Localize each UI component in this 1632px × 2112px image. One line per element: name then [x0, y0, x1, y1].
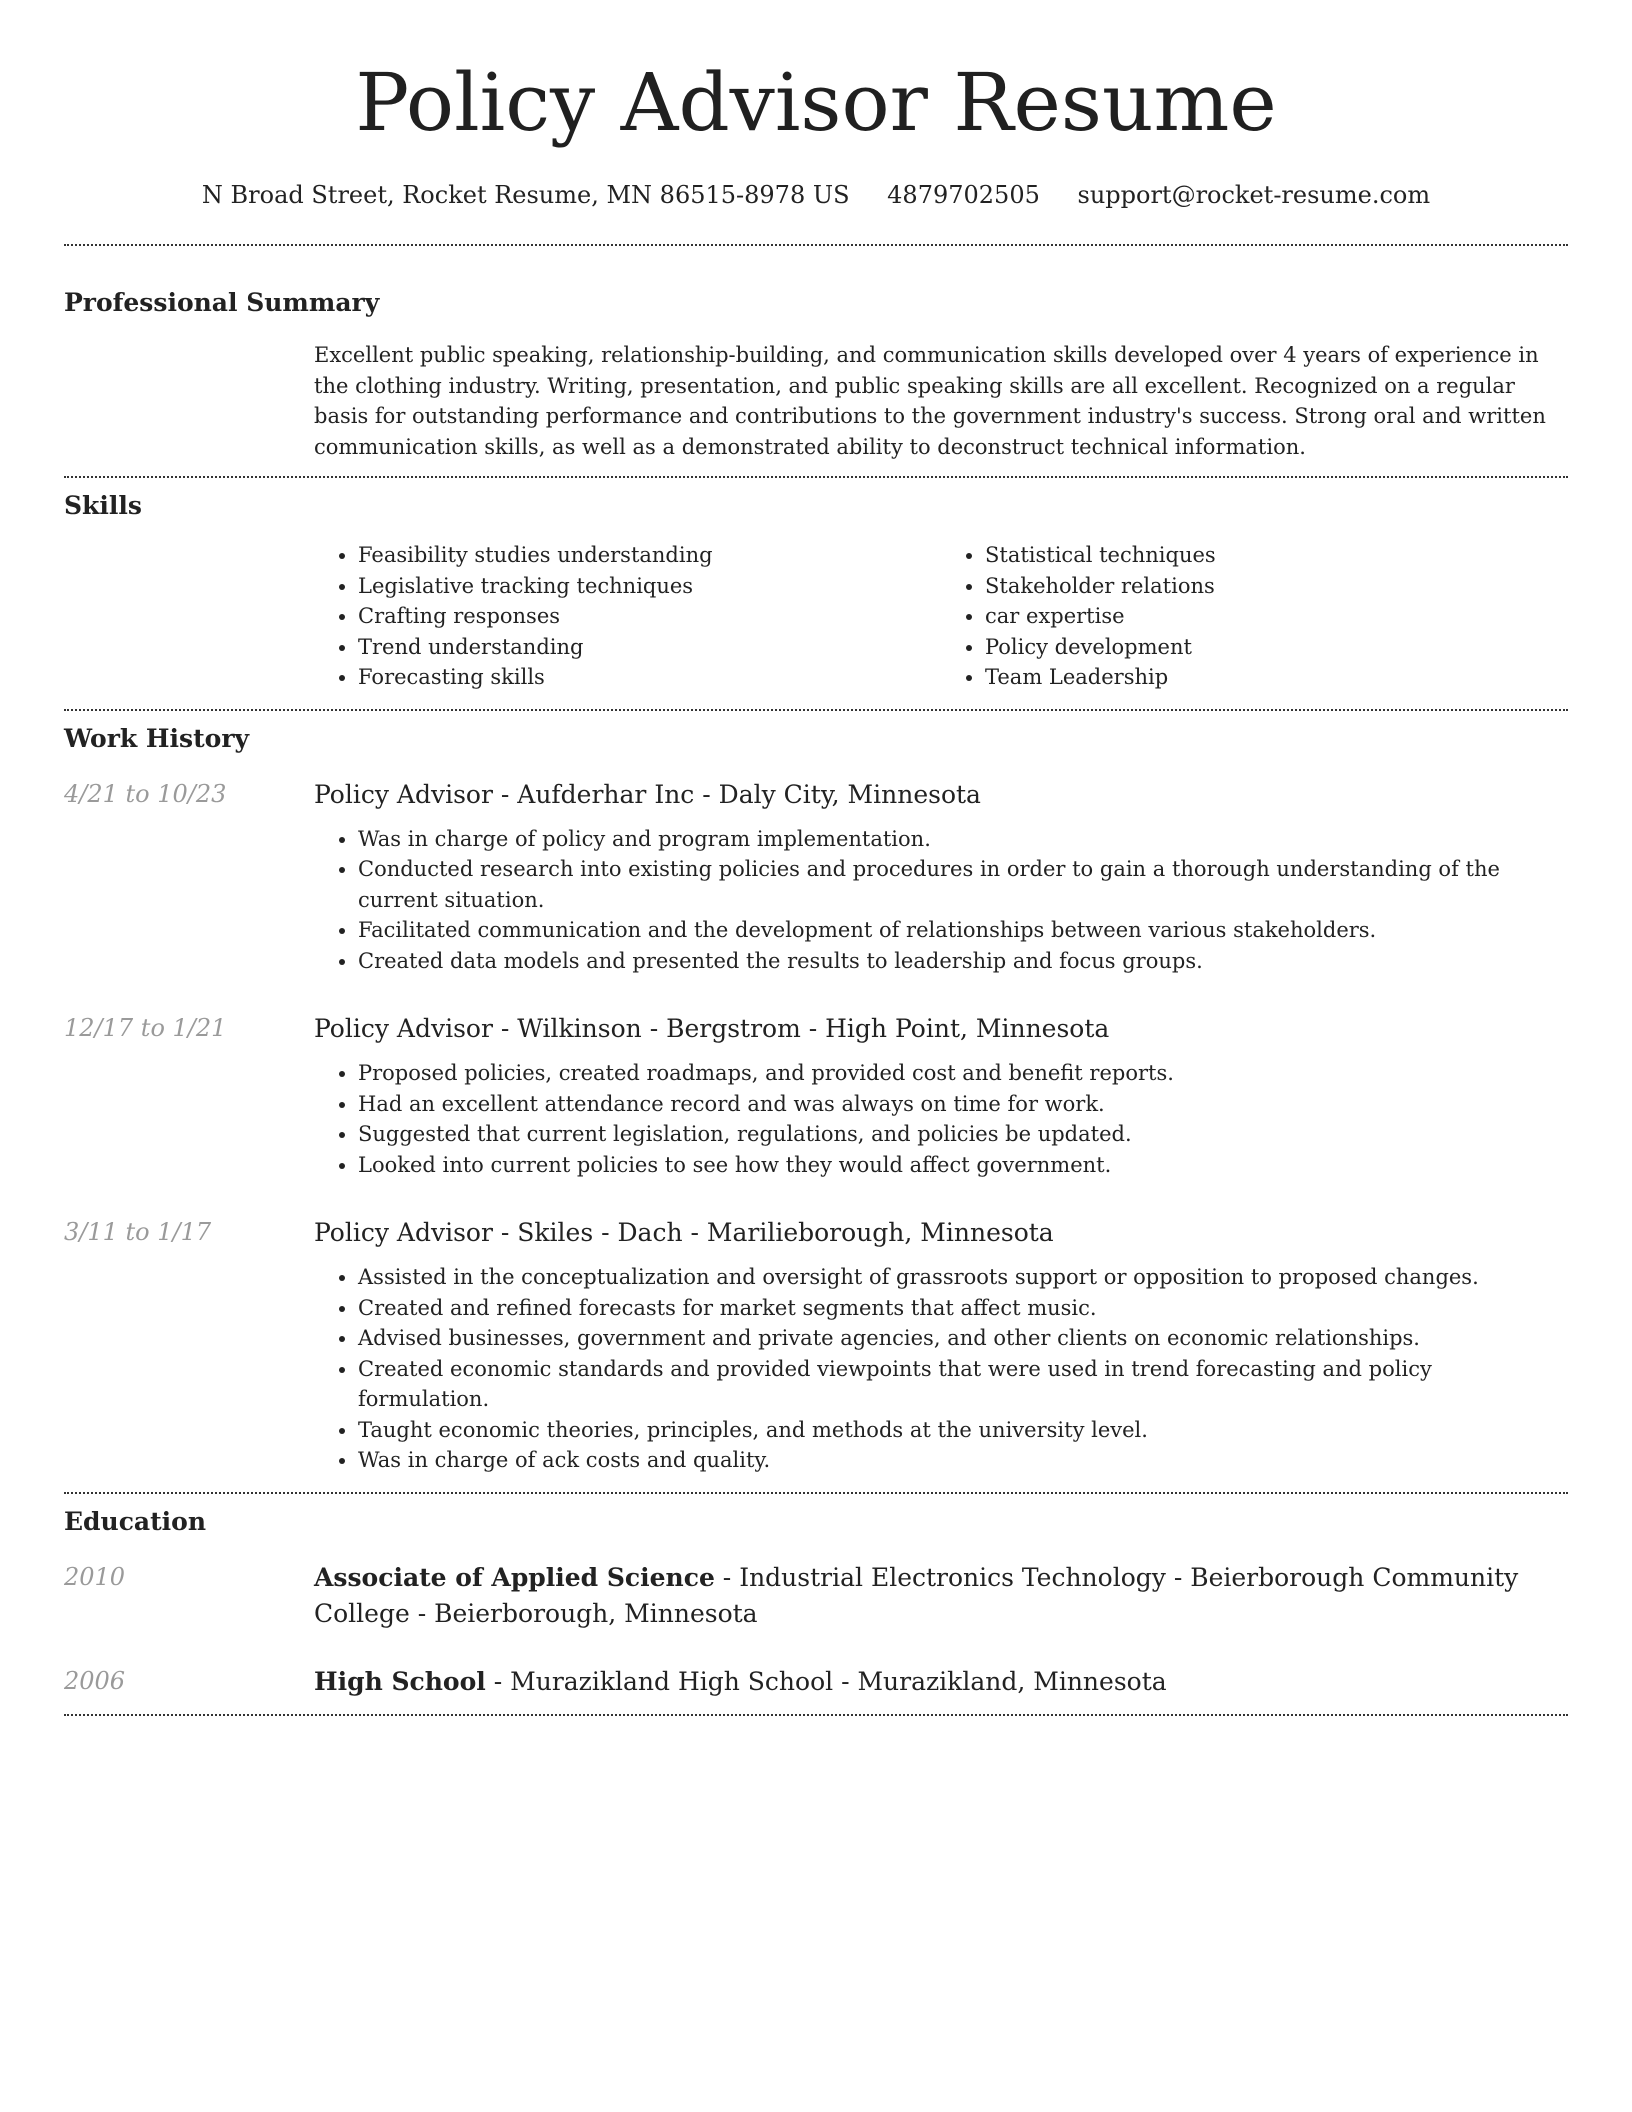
job-bullet: • Conducted research into existing policies and procedures in order to gain a thorough understanding of the current situation.: [358, 854, 1568, 915]
contact-line: [64, 178, 1568, 212]
job-entry: [64, 1215, 1568, 1476]
work-section: [64, 722, 1568, 1476]
skills-heading: Skills: [64, 491, 142, 520]
summary-heading: Professional Summary: [64, 288, 380, 317]
summary-section: [64, 286, 1568, 462]
skills-column-right: [941, 540, 1568, 693]
job-title: Policy Advisor - Aufderhar Inc - Daly City, Minnesota: [314, 779, 981, 809]
divider: [64, 244, 1568, 246]
skill-item: • Feasibility studies understanding: [358, 540, 941, 571]
page-title: Policy Advisor Resume: [355, 56, 1277, 149]
job-bullet: • Suggested that current legislation, regulations, and policies be updated.: [358, 1119, 1568, 1150]
job-entry: [64, 1011, 1568, 1180]
job-bullet: • Had an excellent attendance record and was always on time for work.: [358, 1089, 1568, 1120]
skill-item: • Statistical techniques: [985, 540, 1568, 571]
job-bullet: • Facilitated communication and the development of relationships between various stakeholders.: [358, 915, 1568, 946]
education-section: [64, 1505, 1568, 1700]
education-entry: [64, 1560, 1568, 1632]
divider: [64, 709, 1568, 711]
education-title: [314, 1664, 1568, 1700]
skill-item: • Stakeholder relations: [985, 571, 1568, 602]
skills-section: [64, 489, 1568, 693]
skill-item: • Forecasting skills: [358, 662, 941, 693]
skill-item: • car expertise: [985, 601, 1568, 632]
divider: [64, 476, 1568, 478]
education-details: - Industrial Electronics Technology - Beierborough Community College - Beierborough, Minnesota: [314, 1562, 1519, 1628]
job-bullet: • Created and refined forecasts for market segments that affect music.: [358, 1293, 1568, 1324]
job-bullet: • Taught economic theories, principles, and methods at the university level.: [358, 1415, 1568, 1446]
skill-item: • Trend understanding: [358, 632, 941, 663]
job-bullet: • Created economic standards and provided viewpoints that were used in trend forecasting and policy formulation.: [358, 1354, 1568, 1415]
work-heading: Work History: [64, 723, 250, 753]
skill-item: • Crafting responses: [358, 601, 941, 632]
education-heading: Education: [64, 1506, 207, 1536]
skill-item: • Legislative tracking techniques: [358, 571, 941, 602]
skill-item: • Team Leadership: [985, 662, 1568, 693]
divider: [64, 1492, 1568, 1494]
skill-item: • Policy development: [985, 632, 1568, 663]
education-details: - Murazikland High School - Murazikland, Minnesota: [485, 1666, 1167, 1696]
divider: [64, 1714, 1568, 1716]
education-degree: High School: [314, 1666, 486, 1696]
job-title: Policy Advisor - Wilkinson - Bergstrom - High Point, Minnesota: [314, 1014, 1110, 1043]
education-entry: [64, 1664, 1568, 1700]
job-bullets: [314, 824, 1568, 977]
job-bullet: • Assisted in the conceptualization and oversight of grassroots support or opposition to proposed changes.: [358, 1262, 1568, 1293]
job-entry: [64, 777, 1568, 977]
job-dates: 3/11 to 1/17: [64, 1218, 212, 1246]
education-year: 2010: [64, 1562, 126, 1591]
education-year: 2006: [64, 1666, 126, 1695]
contact-email: support@rocket-resume.com: [1077, 181, 1431, 209]
job-bullet: • Proposed policies, created roadmaps, and provided cost and benefit reports.: [358, 1058, 1568, 1089]
job-bullets: [314, 1262, 1568, 1476]
skills-column-left: [314, 540, 941, 693]
education-title: [314, 1560, 1568, 1632]
job-dates: 4/21 to 10/23: [64, 779, 227, 808]
job-bullets: [314, 1058, 1568, 1180]
contact-address: N Broad Street, Rocket Resume, MN 86515-8978 US: [201, 181, 850, 209]
job-bullet: • Advised businesses, government and private agencies, and other clients on economic relationships.: [358, 1323, 1568, 1354]
job-bullet: • Created data models and presented the results to leadership and focus groups.: [358, 946, 1568, 977]
job-bullet: • Was in charge of policy and program implementation.: [358, 824, 1568, 855]
contact-phone: 4879702505: [887, 181, 1040, 209]
summary-text: Excellent public speaking, relationship-building, and communication skills developed over 4 years of experience in the clothing industry. Writing, presentation, and public speaking skills are all excellent. Recognized on a regular basis for outstanding performance and contributions to the government industry's success. Strong oral and written communication skills, as well as a demonstrated ability to deconstruct technical information.: [314, 343, 1546, 459]
education-degree: Associate of Applied Science: [314, 1562, 715, 1592]
job-bullet: • Looked into current policies to see how they would affect government.: [358, 1150, 1568, 1181]
job-bullet: • Was in charge of ack costs and quality.: [358, 1445, 1568, 1476]
skills-list: [314, 540, 1568, 693]
job-title: Policy Advisor - Skiles - Dach - Marilieborough, Minnesota: [314, 1218, 1054, 1247]
job-dates: 12/17 to 1/21: [64, 1014, 227, 1042]
